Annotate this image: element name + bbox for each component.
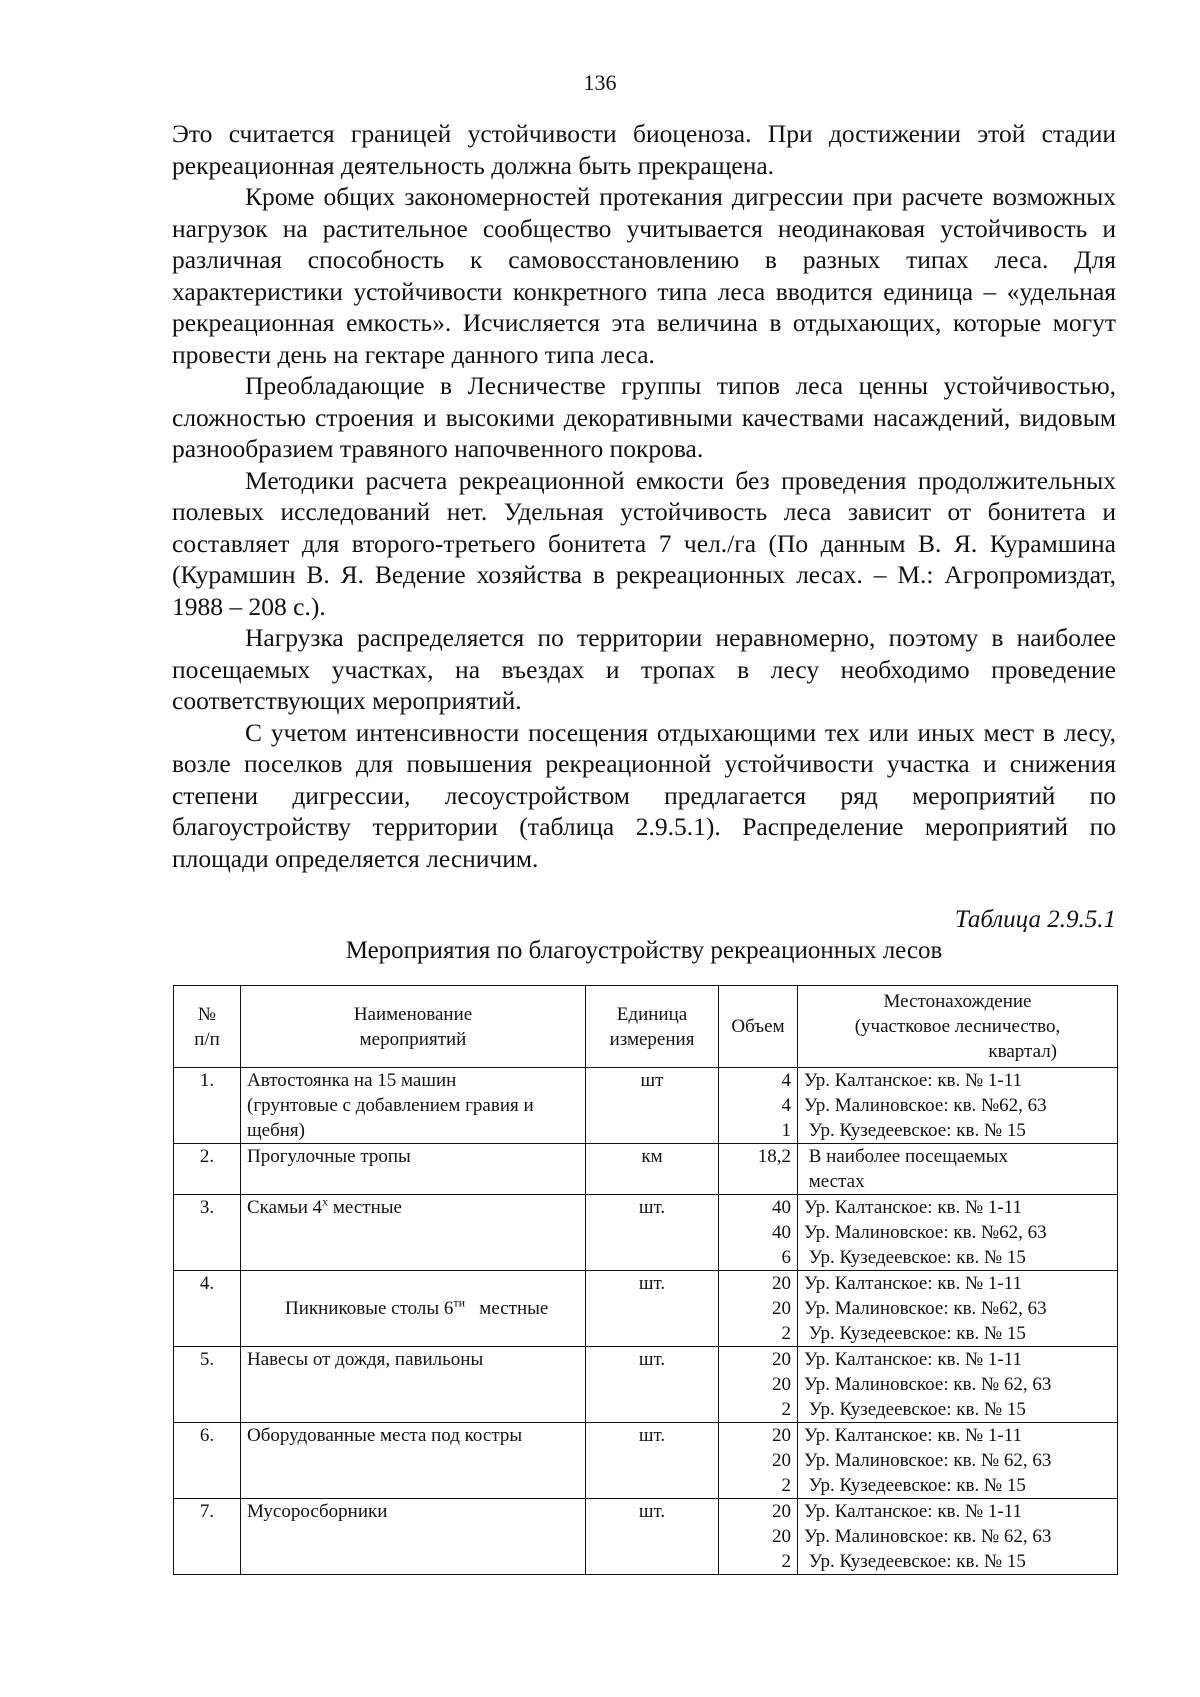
table-row (174, 1144, 1118, 1195)
paragraph: Нагрузка распределяется по территории неравномерно, поэтому в наиболее посещаемых участках, на въездах и тропах в лесу необходимо проведение соответствующих мероприятий. (172, 623, 1116, 715)
row-name: Оборудованные места под костры (241, 1423, 586, 1499)
measures-table (173, 985, 1118, 1575)
row-location: Ур. Калтанское: кв. № 1-11 Ур. Малиновское: кв. № 62, 63 Ур. Кузедеевское: кв. № 15 (798, 1499, 1118, 1575)
table-row (174, 1499, 1118, 1575)
table-row (174, 1195, 1118, 1271)
row-num: 7. (174, 1499, 241, 1575)
row-location: Ур. Калтанское: кв. № 1-11 Ур. Малиновское: кв. № 62, 63 Ур. Кузедеевское: кв. № 15 (798, 1423, 1118, 1499)
row-location: В наиболее посещаемых местах (798, 1144, 1118, 1195)
table-header-row (174, 986, 1118, 1068)
header-name: Наименование мероприятий (241, 986, 586, 1068)
page-number: 136 (583, 70, 617, 95)
row-num: 2. (174, 1144, 241, 1195)
row-num: 1. (174, 1068, 241, 1144)
paragraph: С учетом интенсивности посещения отдыхающими тех или иных мест в лесу, возле поселков для повышения рекреационной устойчивости участка и снижения степени дигрессии, лесоустройством предлагается ряд мероприятий по благоустройству территории (таблица 2.9.5.1). Распределение мероприятий по площади определяется лесничим. (172, 717, 1116, 873)
row-name: Пикниковые столы $6^{ти}$ местные (241, 1271, 586, 1347)
row-name: Скамьи $4^х$ местные (241, 1195, 586, 1271)
row-location: Ур. Калтанское: кв. № 1-11 Ур. Малиновское: кв. № 62, 63 Ур. Кузедеевское: кв. № 15 (798, 1347, 1118, 1423)
row-name: Автостоянка на 15 машин (грунтовые с добавлением гравия и щебня) (241, 1068, 586, 1144)
header-num: № п/п (174, 986, 241, 1068)
row-location: Ур. Калтанское: кв. № 1-11 Ур. Малиновское: кв. №62, 63 Ур. Кузедеевское: кв. № 15 (798, 1068, 1118, 1144)
row-name: Мусоросборники (241, 1499, 586, 1575)
row-location: Ур. Калтанское: кв. № 1-11 Ур. Малиновское: кв. №62, 63 Ур. Кузедеевское: кв. № 15 (798, 1271, 1118, 1347)
table-caption: Таблица 2.9.5.1 (954, 906, 1116, 933)
table-title: Мероприятия по благоустройству рекреационных лесов (345, 937, 943, 964)
row-volume: 4 4 1 (719, 1068, 798, 1144)
paragraph: Кроме общих закономерностей протекания дигрессии при расчете возможных нагрузок на растительное сообщество учитывается неодинаковая устойчивость и различная способность к самовосстановлению в разных типах леса. Для характеристики устойчивости конкретного типа леса вводится единица – «удельная рекреационная емкость». Исчисляется эта величина в отдыхающих, которые могут провести день на гектаре данного типа леса. (172, 182, 1116, 369)
row-volume: 20 20 2 (719, 1347, 798, 1423)
row-unit: шт (586, 1068, 719, 1144)
table-row (174, 1423, 1118, 1499)
paragraph: Это считается границей устойчивости биоценоза. При достижении этой стадии рекреационная деятельность должна быть прекращена. (172, 119, 1116, 180)
table-row (174, 1271, 1118, 1347)
row-unit: км (586, 1144, 719, 1195)
row-num: 3. (174, 1195, 241, 1271)
row-name: Прогулочные тропы (241, 1144, 586, 1195)
row-unit: шт. (586, 1499, 719, 1575)
row-location: Ур. Калтанское: кв. № 1-11 Ур. Малиновское: кв. №62, 63 Ур. Кузедеевское: кв. № 15 (798, 1195, 1118, 1271)
row-volume: 40 40 6 (719, 1195, 798, 1271)
paragraph: Методики расчета рекреационной емкости без проведения продолжительных полевых исследований нет. Удельная устойчивость леса зависит от бонитета и составляет для второго-третьего бонитета 7 чел./га (По данным В. Я. Курамшина (Курамшин В. Я. Ведение хозяйства в рекреационных лесах. – М.: Агропромиздат, 1988 – 208 с.). (172, 465, 1116, 621)
header-location: Местонахождение (участковое лесничество, квартал) (798, 986, 1118, 1068)
row-unit: шт. (586, 1423, 719, 1499)
header-unit: Единица измерения (586, 986, 719, 1068)
row-num: 5. (174, 1347, 241, 1423)
row-unit: шт. (586, 1347, 719, 1423)
row-volume: 18,2 (719, 1144, 798, 1195)
row-volume: 20 20 2 (719, 1271, 798, 1347)
row-volume: 20 20 2 (719, 1423, 798, 1499)
row-num: 6. (174, 1423, 241, 1499)
table-row (174, 1347, 1118, 1423)
row-unit: шт. (586, 1195, 719, 1271)
paragraph: Преобладающие в Лесничестве группы типов леса ценны устойчивостью, сложностью строения и высокими декоративными качествами насаждений, видовым разнообразием травяного напочвенного покрова. (172, 371, 1116, 463)
row-num: 4. (174, 1271, 241, 1347)
row-name: Навесы от дождя, павильоны (241, 1347, 586, 1423)
row-volume: 20 20 2 (719, 1499, 798, 1575)
header-volume: Объем (719, 986, 798, 1068)
table-row (174, 1068, 1118, 1144)
body-text (172, 118, 1116, 874)
row-unit: шт. (586, 1271, 719, 1347)
